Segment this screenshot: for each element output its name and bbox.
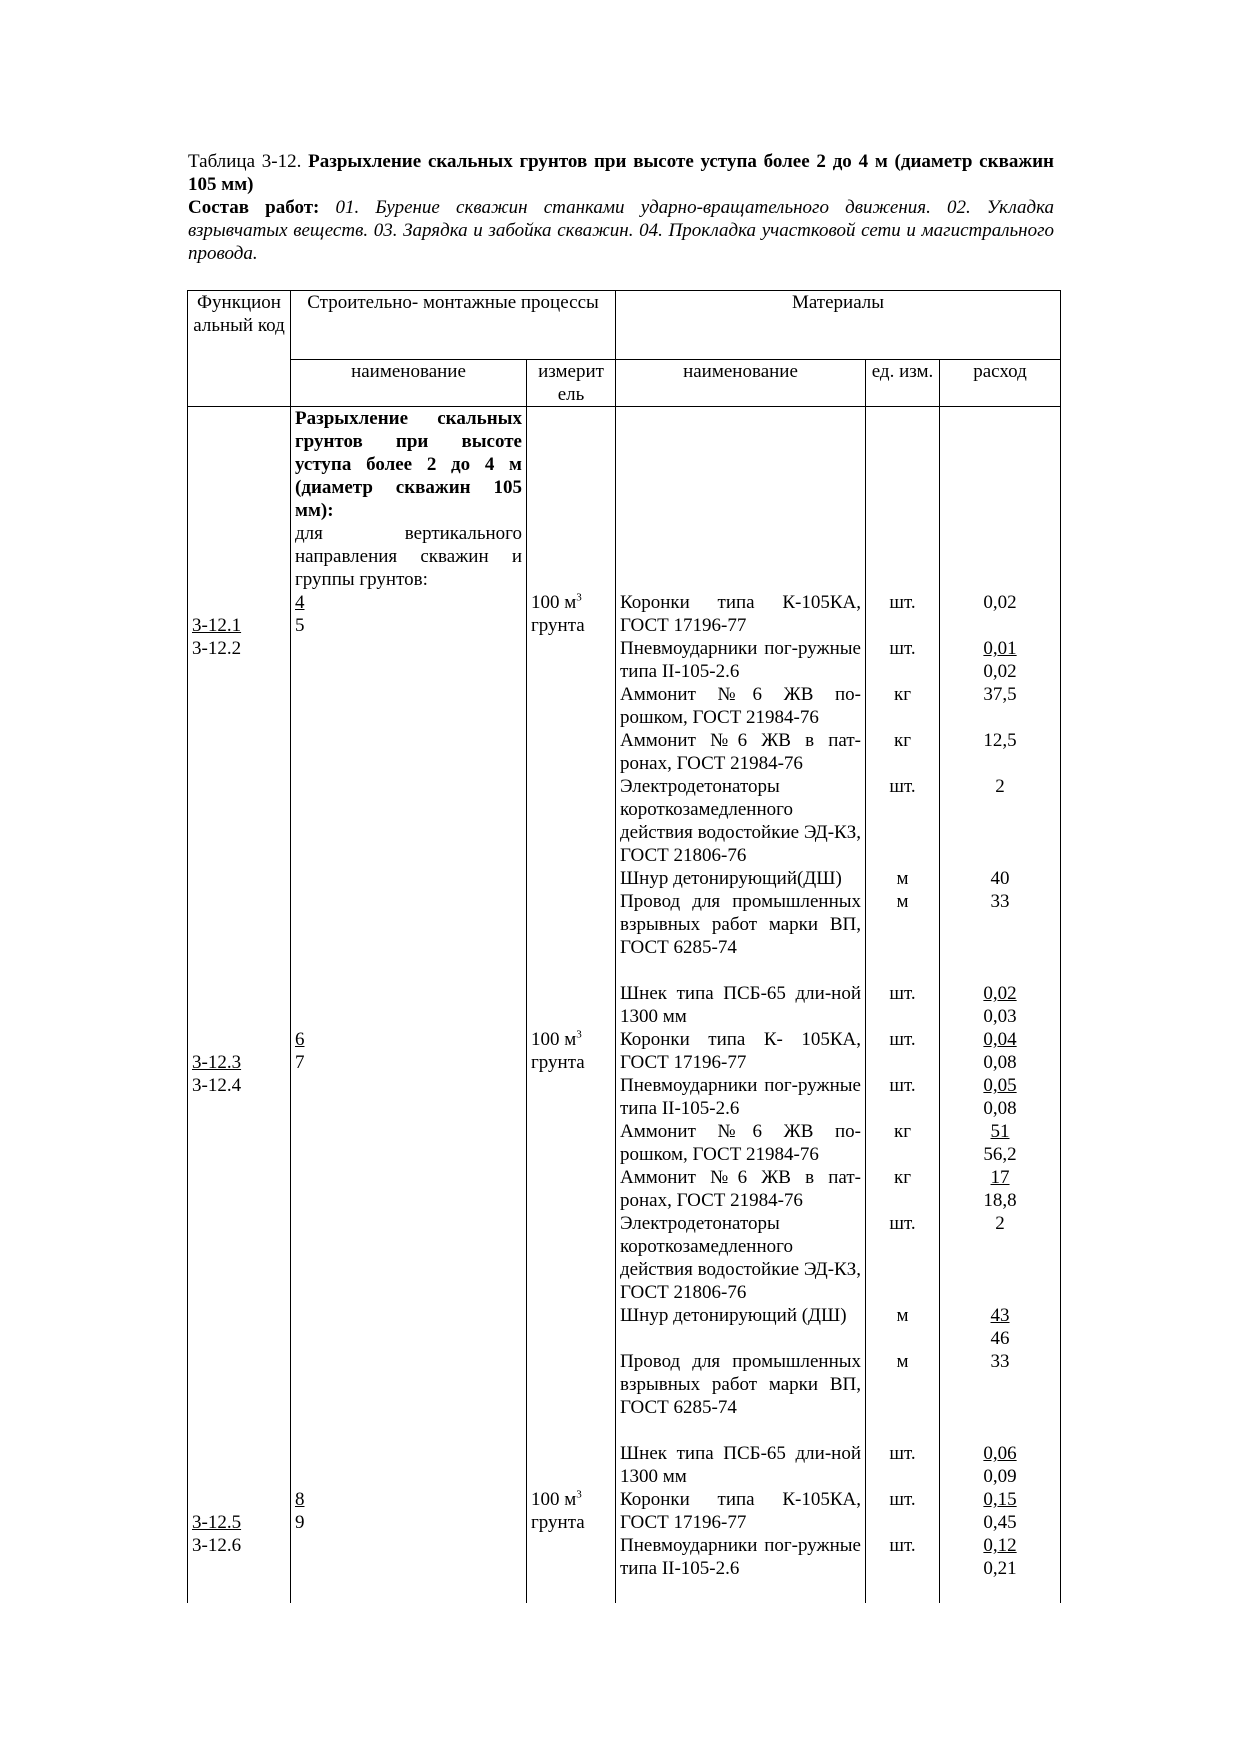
- header-mat-qty: расход: [940, 360, 1061, 407]
- material-name: Пневмоударники пог-ружные типа II-105-2.6: [620, 1075, 861, 1119]
- unit-cell: кг: [893, 730, 912, 751]
- qty-value: 0,06: [983, 1443, 1017, 1464]
- section-title: Разрыхление скальных грунтов при высоте уступа более 2 до 4 м (диаметр скважин 105 мм):: [295, 408, 522, 521]
- composition-paragraph: [188, 196, 1054, 265]
- unit-cell: шт.: [889, 1029, 916, 1050]
- header-row-2: [188, 360, 1061, 407]
- qty-value: 0,21: [983, 1558, 1017, 1579]
- soil-group: 8: [295, 1489, 305, 1510]
- qty-value: 33: [990, 1351, 1010, 1372]
- material-name: Аммонит №6 ЖВ в пат-ронах, ГОСТ 21984-76: [620, 1167, 861, 1211]
- material-name: Шнек типа ПСБ-65 дли-ной 1300 мм: [620, 1443, 861, 1487]
- material-name: Аммонит №6 ЖВ в пат-ронах, ГОСТ 21984-76: [620, 730, 861, 774]
- unit-cell: шт.: [889, 1075, 916, 1096]
- qty-value: 0,08: [983, 1052, 1017, 1073]
- material-name: Коронки типа К-105КА, ГОСТ 17196-77: [620, 592, 861, 636]
- material-name: Электродетонаторы короткозамедленного действия водостойкие ЭД-КЗ, ГОСТ 21806-76: [620, 1213, 861, 1303]
- code-line: 3-12.5: [192, 1512, 242, 1533]
- header-func-code: Функцион альный код: [188, 291, 291, 407]
- soil-group: 7: [295, 1052, 305, 1073]
- norms-table: [187, 290, 1061, 1603]
- qty-value: 51: [990, 1121, 1010, 1142]
- table-body-row: [188, 407, 1061, 1604]
- qty-value: 12,5: [983, 730, 1017, 751]
- unit-cell: м: [896, 1305, 909, 1326]
- qty-value: 0,02: [983, 983, 1017, 1004]
- unit-cell: м: [896, 891, 909, 912]
- header-proc-name: наименование: [291, 360, 527, 407]
- qty-value: 33: [990, 891, 1010, 912]
- qty-value: 56,2: [983, 1144, 1017, 1165]
- header-proc-meter: измерит ель: [527, 360, 616, 407]
- qty-value: 0,15: [983, 1489, 1017, 1510]
- header-mat-unit: ед. изм.: [866, 360, 940, 407]
- qty-value: 18,8: [983, 1190, 1017, 1211]
- unit-cell: шт.: [889, 1535, 916, 1556]
- header-materials: Материалы: [616, 291, 1061, 360]
- composition-label: Состав работ:: [188, 197, 320, 218]
- qty-value: 0,05: [983, 1075, 1017, 1096]
- unit-cell: шт.: [889, 1443, 916, 1464]
- qty-value: 17: [990, 1167, 1010, 1188]
- material-name: Провод для промышленных взрывных работ марки ВП, ГОСТ 6285-74: [620, 1351, 861, 1418]
- qty-value: 0,02: [983, 592, 1017, 613]
- meter-value: 100 $м^3$: [531, 1028, 582, 1050]
- meter-unit: грунта: [531, 1052, 585, 1073]
- material-name: Коронки типа К- 105КА, ГОСТ 17196-77: [620, 1029, 861, 1073]
- unit-cell: шт.: [889, 776, 916, 797]
- material-qty-column: [940, 407, 1061, 1604]
- code-line: 3-12.3: [192, 1052, 242, 1073]
- material-name-column: [616, 407, 866, 1604]
- qty-value: 2: [995, 1213, 1005, 1234]
- material-name: Шнур детонирующий (ДШ): [620, 1305, 847, 1326]
- material-name: Шнек типа ПСБ-65 дли-ной 1300 мм: [620, 983, 861, 1027]
- func-code-column: [188, 407, 291, 1604]
- heading-title-paragraph: [188, 150, 1054, 196]
- material-name: Аммонит №6 ЖВ по-рошком, ГОСТ 21984-76: [620, 1121, 861, 1165]
- unit-cell: м: [896, 868, 909, 889]
- table-title: Разрыхление скальных грунтов при высоте уступа более 2 до 4 м (диаметр скважин 105 мм): [188, 151, 1054, 195]
- qty-value: 0,01: [983, 638, 1017, 659]
- code-line: 3-12.6: [192, 1535, 242, 1556]
- process-name-column: [291, 407, 527, 1604]
- unit-cell: кг: [893, 684, 912, 705]
- unit-cell: кг: [893, 1167, 912, 1188]
- meter-unit: грунта: [531, 615, 585, 636]
- soil-group: 9: [295, 1512, 305, 1533]
- header-row-1: [188, 291, 1061, 360]
- unit-cell: шт.: [889, 1489, 916, 1510]
- qty-value: 0,08: [983, 1098, 1017, 1119]
- unit-cell: м: [896, 1351, 909, 1372]
- meter-column: [527, 407, 616, 1604]
- material-name: Коронки типа К-105КА, ГОСТ 17196-77: [620, 1489, 861, 1533]
- soil-group: 4: [295, 592, 305, 613]
- material-name: Пневмоударники пог-ружные типа II-105-2.6: [620, 1535, 861, 1579]
- qty-value: 0,03: [983, 1006, 1017, 1027]
- unit-cell: шт.: [889, 592, 916, 613]
- meter-value: 100 $м^3$: [531, 591, 582, 613]
- header-processes: Строительно- монтажные процессы: [291, 291, 616, 360]
- qty-value: 0,12: [983, 1535, 1017, 1556]
- unit-cell: шт.: [889, 983, 916, 1004]
- soil-group: 6: [295, 1029, 305, 1050]
- material-name: Шнур детонирующий(ДШ): [620, 868, 842, 889]
- table-heading: [188, 150, 1054, 265]
- code-line: 3-12.4: [192, 1075, 242, 1096]
- header-mat-name: наименование: [616, 360, 866, 407]
- material-unit-column: [866, 407, 940, 1604]
- qty-value: 37,5: [983, 684, 1017, 705]
- meter-unit: грунта: [531, 1512, 585, 1533]
- meter-value: 100 $м^3$: [531, 1488, 582, 1510]
- material-name: Электродетонаторы короткозамедленного действия водостойкие ЭД-КЗ, ГОСТ 21806-76: [620, 776, 861, 866]
- section-subtitle: для вертикального направления скважин и группы грунтов:: [295, 523, 522, 590]
- material-name: Аммонит №6 ЖВ по-рошком, ГОСТ 21984-76: [620, 684, 861, 728]
- qty-value: 40: [990, 868, 1010, 889]
- unit-cell: кг: [893, 1121, 912, 1142]
- unit-cell: шт.: [889, 638, 916, 659]
- qty-value: 43: [990, 1305, 1010, 1326]
- material-name: Пневмоударники пог-ружные типа II-105-2.6: [620, 638, 861, 682]
- qty-value: 0,09: [983, 1466, 1017, 1487]
- material-name: Провод для промышленных взрывных работ марки ВП, ГОСТ 6285-74: [620, 891, 861, 958]
- composition-text: 01. Бурение скважин станками ударно-вращательного движения. 02. Укладка взрывчатых веществ. 03. Зарядка и забойка скважин. 04. Прокладка участковой сети и магистрального провода.: [188, 197, 1054, 264]
- unit-cell: шт.: [889, 1213, 916, 1234]
- code-line: 3-12.2: [192, 638, 242, 659]
- qty-value: 46: [990, 1328, 1010, 1349]
- table-label: Таблица 3-12.: [188, 151, 302, 172]
- soil-group: 5: [295, 615, 305, 636]
- qty-value: 2: [995, 776, 1005, 797]
- code-line: 3-12.1: [192, 615, 242, 636]
- qty-value: 0,04: [983, 1029, 1017, 1050]
- qty-value: 0,45: [983, 1512, 1017, 1533]
- qty-value: 0,02: [983, 661, 1017, 682]
